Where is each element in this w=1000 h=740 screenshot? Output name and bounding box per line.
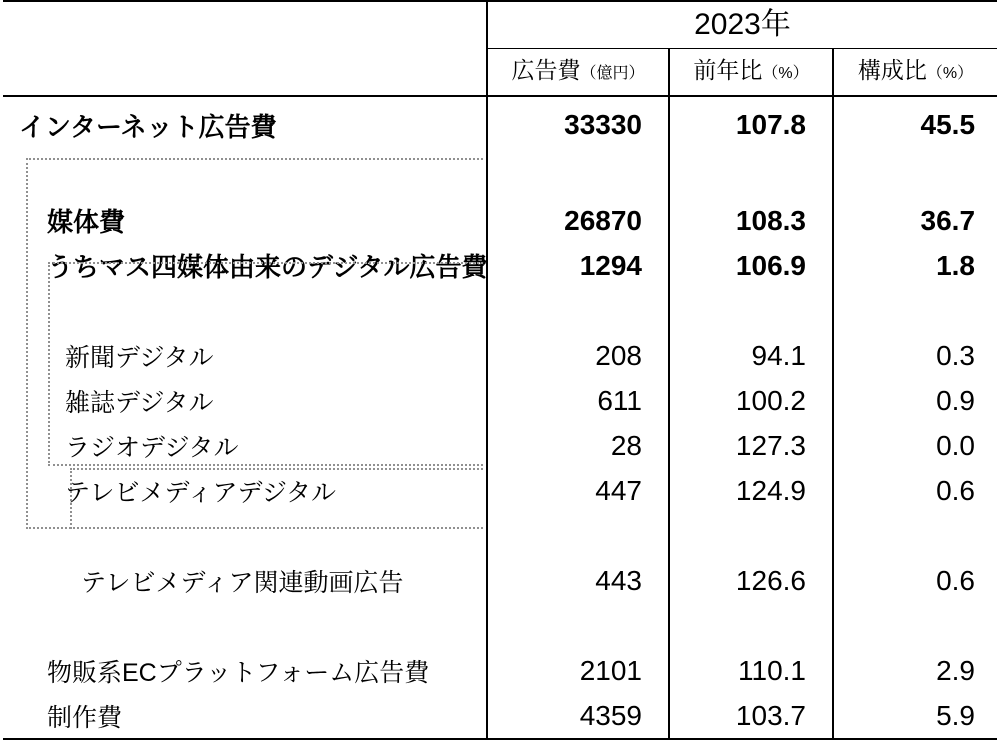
row-label: 媒体費 xyxy=(47,207,126,237)
spacer-cell xyxy=(487,288,669,333)
table-row xyxy=(3,243,997,288)
row-label: うちマス四媒体由来のデジタル広告費 xyxy=(47,252,488,282)
spacer-cell xyxy=(669,153,833,198)
row-yoy: 126.6 xyxy=(669,558,833,603)
table-row xyxy=(3,198,997,243)
row-ad-cost: 208 xyxy=(487,333,669,378)
row-ad-cost: 611 xyxy=(487,378,669,423)
row-ad-cost: 33330 xyxy=(487,96,669,153)
spacer-cell xyxy=(3,513,487,558)
row-yoy: 103.7 xyxy=(669,693,833,739)
header-year: 2023年 xyxy=(487,1,997,49)
spacer-cell xyxy=(833,603,997,648)
row-ad-cost: 26870 xyxy=(487,198,669,243)
spacer-cell xyxy=(487,513,669,558)
header-col-ad-cost xyxy=(487,49,669,97)
spacer-cell xyxy=(487,603,669,648)
advertising-cost-table xyxy=(3,0,997,740)
row-yoy: 124.9 xyxy=(669,468,833,513)
row-share: 0.0 xyxy=(833,423,997,468)
spacer-cell xyxy=(833,513,997,558)
row-share: 0.9 xyxy=(833,378,997,423)
spacer-row xyxy=(3,513,997,558)
row-share: 2.9 xyxy=(833,648,997,693)
row-label: 制作費 xyxy=(3,693,487,739)
row-share: 0.6 xyxy=(833,468,997,513)
spacer-cell xyxy=(833,288,997,333)
spacer-cell xyxy=(487,153,669,198)
header-col-yoy xyxy=(669,49,833,97)
row-label: 新聞デジタル xyxy=(65,343,214,372)
spacer-row xyxy=(3,603,997,648)
row-yoy: 110.1 xyxy=(669,648,833,693)
header-row-columns xyxy=(3,49,997,97)
row-yoy: 127.3 xyxy=(669,423,833,468)
row-label: インターネット広告費 xyxy=(19,111,277,142)
spacer-cell xyxy=(3,288,487,333)
row-ad-cost: 2101 xyxy=(487,648,669,693)
row-share: 36.7 xyxy=(833,198,997,243)
header-empty-corner xyxy=(3,1,487,49)
spacer-cell xyxy=(669,603,833,648)
table-row xyxy=(3,333,997,378)
table-row xyxy=(3,468,997,513)
table-row xyxy=(3,378,997,423)
spacer-cell xyxy=(669,513,833,558)
spacer-row xyxy=(3,153,997,198)
row-yoy: 108.3 xyxy=(669,198,833,243)
header-col-ad-cost-unit: （億円） xyxy=(580,65,645,82)
row-label: ラジオデジタル xyxy=(65,433,239,462)
spacer-row xyxy=(3,288,997,333)
table-row xyxy=(3,423,997,468)
row-label: 物販系ECプラットフォーム広告費 xyxy=(47,658,430,687)
row-share: 1.8 xyxy=(833,243,997,288)
row-ad-cost: 443 xyxy=(487,558,669,603)
spacer-cell xyxy=(833,153,997,198)
table-row xyxy=(3,648,997,693)
row-share: 0.6 xyxy=(833,558,997,603)
row-label: 雑誌デジタル xyxy=(65,388,214,417)
header-col-share-unit: （%） xyxy=(926,65,974,82)
spacer-cell xyxy=(669,288,833,333)
table-body xyxy=(3,96,997,739)
row-yoy: 107.8 xyxy=(669,96,833,153)
spacer-cell xyxy=(3,603,487,648)
row-share: 0.3 xyxy=(833,333,997,378)
row-yoy: 100.2 xyxy=(669,378,833,423)
header-col-share xyxy=(833,49,997,97)
row-share: 5.9 xyxy=(833,693,997,739)
row-label: テレビメディアデジタル xyxy=(65,478,337,507)
row-ad-cost: 4359 xyxy=(487,693,669,739)
header-col-share-label: 構成比 xyxy=(857,57,927,83)
row-yoy: 94.1 xyxy=(669,333,833,378)
row-label: テレビメディア関連動画広告 xyxy=(81,568,404,597)
row-share: 45.5 xyxy=(833,96,997,153)
row-ad-cost: 28 xyxy=(487,423,669,468)
header-col-yoy-unit: （%） xyxy=(762,65,809,82)
header-col-yoy-label: 前年比 xyxy=(693,57,763,83)
table-row xyxy=(3,96,997,153)
table-header xyxy=(3,1,997,96)
header-row-year xyxy=(3,1,997,49)
row-ad-cost: 1294 xyxy=(487,243,669,288)
table-row xyxy=(3,693,997,739)
spacer-cell xyxy=(3,153,487,198)
row-ad-cost: 447 xyxy=(487,468,669,513)
row-yoy: 106.9 xyxy=(669,243,833,288)
header-empty-corner-2 xyxy=(3,49,487,97)
table-row xyxy=(3,558,997,603)
header-col-ad-cost-label: 広告費 xyxy=(511,57,581,83)
